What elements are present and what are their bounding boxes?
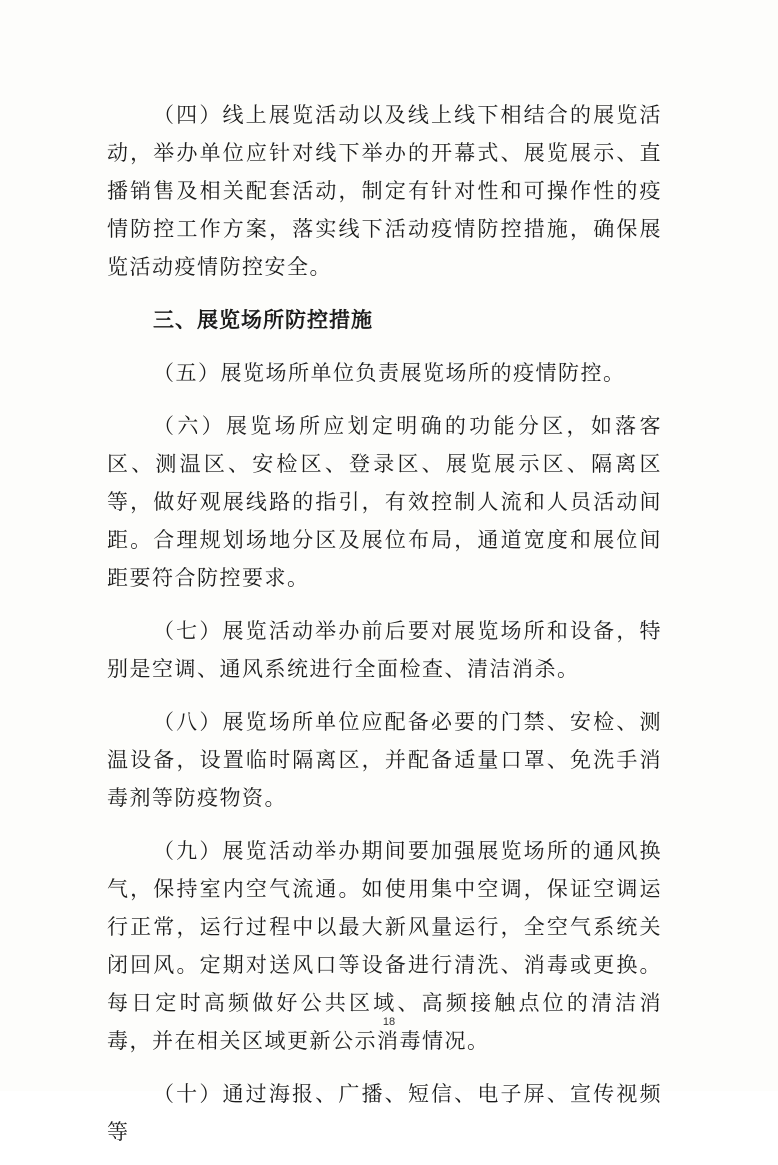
paragraph-8: （八）展览场所单位应配备必要的门禁、安检、测温设备，设置临时隔离区，并配备适量口罩、免洗手消毒剂等防疫物资。: [107, 710, 662, 810]
page-number: 18: [382, 1016, 396, 1028]
paragraph-5: （五）展览场所单位负责展览场所的疫情防控。: [153, 361, 626, 385]
paragraph-9: （九）展览活动举办期间要加强展览场所的通风换气，保持室内空气流通。如使用集中空调，保证空调运行正常，运行过程中以最大新风量运行，全空气系统关闭回风。定期对送风口等设备进行清洗、消毒或更换。每日定时高频做好公共区域、高频接触点位的清洁消毒，并在相关区域更新公示消毒情况。: [107, 839, 662, 1053]
paragraph-6: （六）展览场所应划定明确的功能分区，如落客区、测温区、安检区、登录区、展览展示区、隔离区等，做好观展线路的指引，有效控制人流和人员活动间距。合理规划场地分区及展位布局，通道宽度和展位间距要符合防控要求。: [107, 414, 662, 590]
paragraph-10: （十）通过海报、广播、短信、电子屏、宣传视频等: [107, 1082, 662, 1144]
document-body: [107, 96, 662, 1165]
paragraph-4: （四）线上展览活动以及线上线下相结合的展览活动，举办单位应针对线下举办的开幕式、展览展示、直播销售及相关配套活动，制定有针对性和可操作性的疫情防控工作方案，落实线下活动疫情防控措施，确保展览活动疫情防控安全。: [107, 103, 662, 279]
paragraph-7: （七）展览活动举办前后要对展览场所和设备，特别是空调、通风系统进行全面检查、清洁消杀。: [107, 619, 662, 681]
section-heading: 三、展览场所防控措施: [153, 308, 373, 332]
